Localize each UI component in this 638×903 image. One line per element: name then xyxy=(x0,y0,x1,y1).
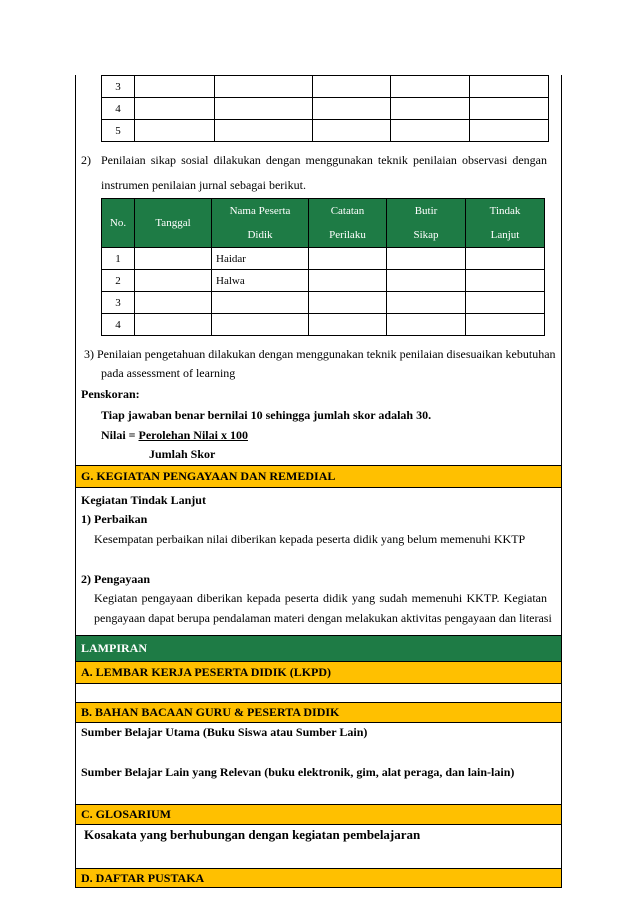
section-c-header: C. GLOSARIUM xyxy=(75,804,562,825)
item3-line1: 3) Penilaian pengetahuan dilakukan dengan menggunakan teknik penilaian disesuaikan kebutuhan xyxy=(84,347,556,361)
section-a-header: A. LEMBAR KERJA PESERTA DIDIK (LKPD) xyxy=(75,661,562,684)
header-tindak-line2: Lanjut xyxy=(490,229,520,241)
table-row xyxy=(102,120,549,142)
section-b-line2: Sumber Belajar Lain yang Relevan (buku elektronik, gim, alat peraga, dan lain-lain) xyxy=(81,765,515,779)
header-butir-line1: Butir xyxy=(414,205,438,217)
pengayaan-line1: Kegiatan pengayaan diberikan kepada peserta didik yang sudah memenuhi KKTP. Kegiatan xyxy=(94,591,547,605)
nilai-denominator: Jumlah Skor xyxy=(149,447,216,461)
header-nama-line2: Didik xyxy=(247,229,273,241)
item2-line1: Penilaian sikap sosial dilakukan dengan menggunakan teknik penilaian observasi dengan xyxy=(101,153,547,167)
pengayaan-line2: pengayaan dapat berupa pendalaman materi dengan melakukan aktivitas pengayaan dan literasi xyxy=(94,611,552,625)
item3-line2: pada assessment of learning xyxy=(101,366,236,380)
section-c-line1: Kosakata yang berhubungan dengan kegiatan pembelajaran xyxy=(84,827,421,842)
header-nama xyxy=(212,199,309,248)
header-nama-line1: Nama Peserta xyxy=(229,205,291,217)
header-tindak-line1: Tindak xyxy=(489,205,521,217)
section-b-header: B. BAHAN BACAAN GURU & PESERTA DIDIK xyxy=(75,702,562,723)
row-number: 3 xyxy=(102,292,135,314)
header-catatan-line2: Perilaku xyxy=(329,229,366,241)
row-number: 1 xyxy=(102,248,135,270)
row-number: 2 xyxy=(102,270,135,292)
row-number: 4 xyxy=(102,98,135,120)
table-row xyxy=(102,76,549,98)
header-catatan xyxy=(309,199,387,248)
student-name xyxy=(212,314,309,336)
jurnal-table xyxy=(101,198,545,336)
pengayaan-title: 2) Pengayaan xyxy=(81,572,150,586)
header-butir xyxy=(387,199,466,248)
section-d-header: D. DAFTAR PUSTAKA xyxy=(75,868,562,888)
header-no: No. xyxy=(102,199,135,248)
table-row xyxy=(102,248,545,270)
penskoran-line1: Tiap jawaban benar bernilai 10 sehingga jumlah skor adalah 30. xyxy=(101,408,432,422)
student-name xyxy=(212,292,309,314)
nilai-prefix: Nilai = xyxy=(101,428,139,442)
header-tindak xyxy=(466,199,545,248)
perbaikan-text: Kesempatan perbaikan nilai diberikan kepada peserta didik yang belum memenuhi KKTP xyxy=(94,532,526,546)
item2-number: 2) xyxy=(81,153,91,167)
header-tanggal: Tanggal xyxy=(135,199,212,248)
item2-line2: instrumen penilaian jurnal sebagai berikut. xyxy=(101,178,306,192)
section-g-header: G. KEGIATAN PENGAYAAN DAN REMEDIAL xyxy=(75,465,562,488)
header-butir-line2: Sikap xyxy=(413,229,439,241)
top-table xyxy=(101,75,549,142)
table-row xyxy=(102,98,549,120)
penskoran-title: Penskoran: xyxy=(81,387,140,401)
table-row xyxy=(102,314,545,336)
section-g-subtitle: Kegiatan Tindak Lanjut xyxy=(81,493,206,507)
row-number: 5 xyxy=(102,120,135,142)
row-number: 4 xyxy=(102,314,135,336)
lampiran-header: LAMPIRAN xyxy=(75,635,562,662)
row-number: 3 xyxy=(102,76,135,98)
student-name: Haidar xyxy=(212,248,309,270)
table-header-row xyxy=(102,199,545,248)
table-row xyxy=(102,270,545,292)
perbaikan-title: 1) Perbaikan xyxy=(81,512,148,526)
nilai-formula xyxy=(101,428,248,443)
table-row xyxy=(102,292,545,314)
nilai-numerator: Perolehan Nilai x 100 xyxy=(138,428,248,442)
header-catatan-line1: Catatan xyxy=(330,205,365,217)
student-name: Halwa xyxy=(212,270,309,292)
section-b-line1: Sumber Belajar Utama (Buku Siswa atau Sumber Lain) xyxy=(81,725,368,739)
